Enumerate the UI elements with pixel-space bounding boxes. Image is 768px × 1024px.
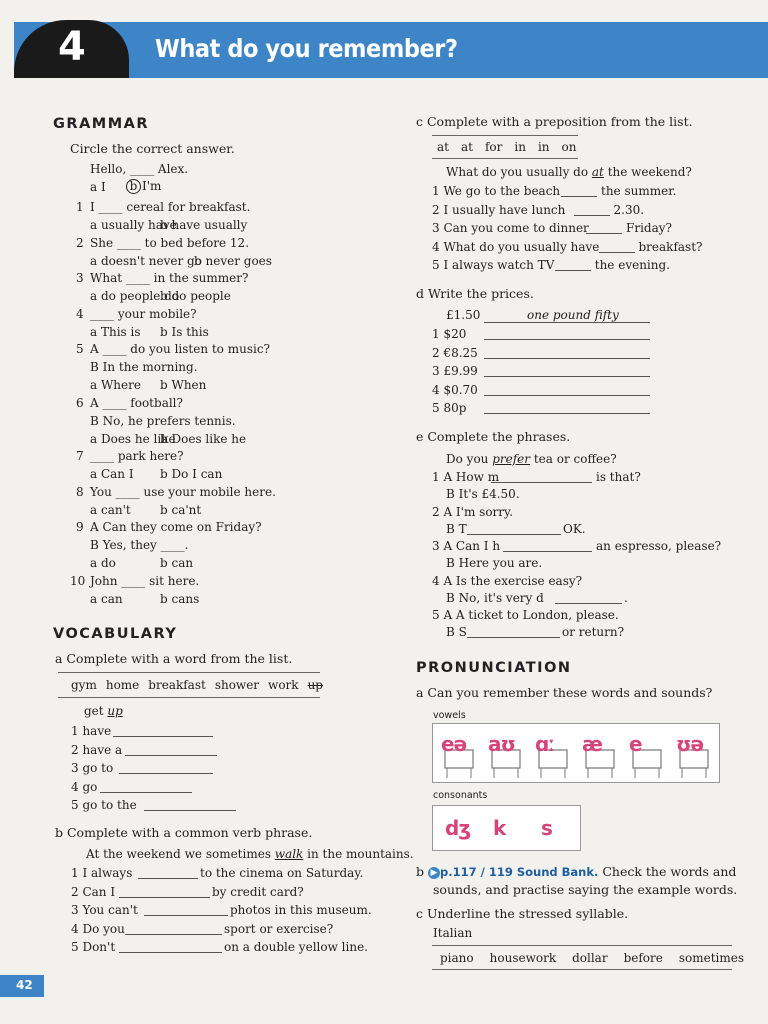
grammar-option-a[interactable]: a can — [90, 591, 123, 606]
section-e-line-b-end: or return? — [562, 625, 625, 639]
vocab-a-item: 2 have a — [71, 742, 123, 757]
vowel-sound-pictures — [432, 723, 720, 783]
vocab-b-instruction: b Complete with a common verb phrase. — [55, 825, 313, 840]
vowel-symbol: ɑː — [535, 732, 555, 756]
stress-word[interactable]: housework — [489, 951, 557, 965]
vocab-a-example: get up — [84, 704, 123, 718]
section-d-item: 3 £9.99 — [432, 364, 478, 378]
vocab-a-item: 3 go to — [71, 761, 114, 775]
tourist-icon — [672, 726, 716, 780]
grammar-question-reply: B No, he prefers tennis. — [90, 413, 236, 428]
pronunciation-a-instruction: a Can you remember these words and sounds? — [416, 685, 713, 700]
grammar-option-b[interactable]: b Do I can — [160, 467, 223, 481]
question-number: 9 — [76, 520, 84, 534]
grammar-question-reply: B Yes, they ____. — [90, 538, 189, 552]
consonants-label: consonants — [433, 790, 488, 801]
grammar-question: You ____ use your mobile here. — [90, 484, 276, 499]
grammar-instruction: Circle the correct answer. — [70, 141, 235, 156]
vowels-label: vowels — [433, 710, 466, 721]
section-d-answer-line[interactable] — [484, 339, 650, 340]
section-c-answer-line[interactable] — [574, 215, 610, 216]
section-c-instruction: c Complete with a preposition from the list. — [416, 114, 693, 129]
section-d-item: 1 $20 — [432, 327, 467, 341]
section-e-line-b-end: . — [624, 590, 628, 605]
section-e-line-b: B S — [446, 625, 467, 639]
grammar-option-a[interactable]: a Where — [90, 378, 141, 392]
vocab-b-answer-line[interactable] — [119, 897, 210, 898]
prep-box-top — [432, 135, 578, 136]
grammar-question: John ____ sit here. — [90, 573, 200, 588]
vocab-word: home — [105, 678, 140, 692]
section-e-line-a: 3 A Can I h — [432, 539, 501, 553]
question-number: 4 — [76, 306, 84, 321]
vocab-word: up — [307, 678, 323, 692]
section-e-line-a: 5 A A ticket to London, please. — [432, 608, 619, 622]
computer-icon — [625, 726, 669, 780]
question-number: 5 — [76, 342, 84, 356]
vocab-word-list — [71, 678, 332, 692]
question-number: 3 — [76, 271, 84, 285]
vocab-word: gym — [71, 678, 97, 692]
grammar-option-b[interactable]: b Is this — [160, 324, 209, 339]
preposition-word: in — [514, 140, 526, 154]
vowel-symbol: e — [629, 732, 642, 756]
preposition-word: at — [460, 140, 473, 154]
vocab-a-answer-line[interactable] — [144, 810, 236, 811]
question-number: 2 — [76, 235, 84, 250]
owl-icon — [484, 726, 528, 780]
section-e-line-b: B T — [446, 521, 467, 536]
vocab-b-item: 1 I always — [71, 866, 133, 880]
stress-word[interactable]: dollar — [572, 951, 608, 965]
grammar-question: She ____ to bed before 12. — [90, 235, 250, 250]
sound-bank-link[interactable]: p.117 / 119 Sound Bank. — [440, 865, 599, 879]
vocab-word: breakfast — [148, 678, 206, 692]
vocab-b-item-end: to the cinema on Saturday. — [200, 866, 364, 880]
vocab-a-answer-line[interactable] — [113, 736, 213, 737]
unit-number: 4 — [58, 24, 86, 70]
section-c-item: 3 Can you come to dinner — [432, 221, 589, 235]
vocab-b-answer-line[interactable] — [125, 934, 222, 935]
vocab-a-item: 4 go — [71, 779, 98, 794]
vocab-a-answer-line[interactable] — [119, 773, 213, 774]
page-number: 42 — [16, 978, 33, 992]
section-c-item-end: the evening. — [594, 258, 670, 272]
vocab-b-answer-line[interactable] — [144, 915, 228, 916]
chair-icon — [437, 726, 481, 780]
grammar-heading: GRAMMAR — [53, 116, 150, 132]
section-e-line-b: B It's £4.50. — [446, 487, 520, 501]
vocab-a-item: 1 have — [71, 724, 112, 738]
vocab-word: work — [268, 678, 299, 692]
vocab-a-answer-line[interactable] — [125, 755, 217, 756]
section-e-line-b: B Here you are. — [446, 556, 543, 570]
jellyfish-icon — [437, 808, 481, 848]
grammar-option-b[interactable]: b can — [160, 556, 194, 570]
snake-icon — [533, 808, 577, 848]
question-number: 6 — [76, 395, 84, 410]
vocab-b-item: 3 You can't — [71, 903, 138, 917]
section-e-line-a: 4 A Is the exercise easy? — [432, 573, 583, 588]
vocab-b-answer-line[interactable] — [119, 952, 222, 953]
section-c-item: 1 We go to the beach — [432, 184, 561, 198]
question-number: 10 — [70, 573, 86, 588]
pronunciation-b-line1: b ▶ p.117 / 119 Sound Bank. Check the words and — [416, 864, 737, 879]
cat-icon — [578, 726, 622, 780]
section-e-line-a-end: an espresso, please? — [596, 539, 722, 553]
stress-box-top — [432, 945, 732, 946]
word-box-bottom — [58, 697, 320, 698]
section-e-line-b: B No, it's very d — [446, 590, 544, 605]
grammar-option-b[interactable]: b do people — [160, 289, 231, 303]
vocab-b-example: At the weekend we sometimes walk in the mountains. — [86, 847, 414, 861]
grammar-option-b[interactable]: b have usually — [160, 218, 248, 232]
pronunciation-b-line2: sounds, and practise saying the example words. — [433, 882, 738, 897]
vocab-a-item: 5 go to the — [71, 798, 137, 812]
pronunciation-c-example: Italian — [433, 926, 473, 940]
grammar-option-b[interactable]: b When — [160, 378, 207, 392]
section-e-line-a-end: is that? — [596, 470, 641, 484]
prep-box-bottom — [432, 158, 578, 159]
section-c-item: 2 I usually have lunch — [432, 202, 566, 217]
vocab-b-item: 4 Do you — [71, 921, 125, 936]
section-c-item-end: breakfast? — [638, 239, 703, 254]
preposition-word: in — [537, 140, 550, 154]
vowel-symbol: ʊə — [676, 732, 704, 756]
key-icon — [485, 808, 529, 848]
grammar-option-b[interactable]: b Does like he — [160, 431, 247, 446]
section-d-item: 4 $0.70 — [432, 382, 478, 397]
grammar-question: I ____ cereal for breakfast. — [90, 200, 251, 214]
grammar-option-a[interactable]: a usually have — [90, 218, 177, 232]
section-e-example: Do you prefer tea or coffee? — [446, 452, 617, 466]
section-e-answer-line[interactable] — [491, 482, 592, 483]
section-c-item-end: the summer. — [601, 184, 677, 198]
grammar-question: What ____ in the summer? — [90, 271, 249, 285]
question-number: 7 — [76, 449, 84, 463]
vocab-b-item: 5 Don't — [71, 940, 116, 954]
consonant-symbol: s — [541, 816, 552, 840]
section-c-answer-line[interactable] — [586, 233, 622, 234]
section-c-answer-line[interactable] — [561, 196, 597, 197]
answer-line — [484, 322, 650, 323]
section-e-instruction: e Complete the phrases. — [416, 429, 571, 444]
page-number-tab — [0, 975, 44, 997]
vocab-b-answer-line[interactable] — [138, 878, 198, 879]
vocab-b-item-end: photos in this museum. — [230, 903, 372, 917]
section-d-answer-line[interactable] — [484, 395, 650, 396]
vocab-word: shower — [214, 678, 260, 692]
section-c-answer-line[interactable] — [599, 252, 635, 253]
grammar-option-a[interactable]: a do — [90, 556, 116, 570]
grammar-option-a[interactable]: a can't — [90, 502, 131, 517]
section-c-item: 5 I always watch TV — [432, 258, 555, 272]
section-e-answer-line[interactable] — [555, 603, 622, 604]
preposition-word-list — [437, 140, 588, 154]
preposition-word: on — [561, 140, 577, 154]
section-d-example-price: £1.50 — [446, 308, 481, 322]
grammar-example-option-b[interactable] — [126, 179, 161, 194]
vowel-symbol: æ — [582, 732, 602, 756]
answer-circle: b — [126, 179, 141, 194]
vocab-b-item-end: by credit card? — [212, 884, 304, 899]
preposition-word: at — [437, 140, 449, 154]
vocabulary-heading: VOCABULARY — [53, 626, 178, 642]
grammar-option-b[interactable]: b never goes — [194, 253, 272, 268]
vocab-b-item-end: sport or exercise? — [224, 921, 334, 936]
car-icon — [531, 726, 575, 780]
section-d-item: 5 80p — [432, 401, 467, 415]
pronunciation-c-instruction: c Underline the stressed syllable. — [416, 906, 629, 921]
section-d-item: 2 €8.25 — [432, 345, 478, 360]
consonant-symbol: k — [493, 816, 506, 840]
section-d-answer-line[interactable] — [484, 358, 650, 359]
vocab-b-item-end: on a double yellow line. — [224, 940, 368, 954]
grammar-question-reply: B In the morning. — [90, 360, 198, 374]
section-d-answer-line[interactable] — [484, 413, 650, 414]
stress-word-list — [440, 951, 760, 965]
stress-box-bottom — [432, 969, 732, 970]
grammar-option-b[interactable]: b ca'nt — [160, 502, 202, 517]
grammar-option-a[interactable]: a Does he like — [90, 431, 176, 446]
grammar-option-a[interactable]: a do people do — [90, 289, 180, 303]
grammar-option-b[interactable]: b cans — [160, 591, 200, 606]
grammar-question: A ____ do you listen to music? — [90, 342, 270, 356]
grammar-option-a[interactable]: a This is — [90, 324, 141, 339]
section-e-line-b-end: OK. — [563, 521, 586, 536]
section-c-item-end: Friday? — [626, 221, 672, 235]
grammar-question: A Can they come on Friday? — [90, 520, 262, 534]
section-c-example: What do you usually do at the weekend? — [446, 165, 692, 179]
section-d-answer-line[interactable] — [484, 376, 650, 377]
section-e-answer-line[interactable] — [467, 534, 561, 535]
vowel-symbol: aʊ — [488, 732, 515, 756]
vocab-a-instruction: a Complete with a word from the list. — [55, 651, 293, 666]
section-d-instruction: d Write the prices. — [416, 286, 534, 301]
consonant-sound-pictures — [432, 805, 581, 851]
section-d-example-answer: one pound fifty — [527, 308, 619, 322]
preposition-word: for — [484, 140, 503, 154]
question-number: 8 — [76, 484, 84, 499]
grammar-question: ____ your mobile? — [90, 306, 197, 321]
section-e-line-a: 2 A I'm sorry. — [432, 504, 514, 519]
section-e-answer-line[interactable] — [503, 551, 592, 552]
consonant-symbol: dʒ — [445, 816, 471, 840]
section-c-answer-line[interactable] — [555, 270, 591, 271]
vocab-b-item: 2 Can I — [71, 884, 116, 899]
grammar-question: A ____ football? — [90, 395, 183, 410]
vocab-a-answer-line[interactable] — [100, 792, 192, 793]
arrow-circle-icon: ▶ — [428, 867, 440, 879]
option-text: I'm — [142, 179, 162, 193]
pronunciation-heading: PRONUNCIATION — [416, 660, 572, 676]
grammar-option-a[interactable]: a Can I — [90, 467, 134, 481]
question-number: 1 — [76, 200, 84, 214]
grammar-example-option-a: a I — [90, 180, 106, 194]
stress-word[interactable]: sometimes — [678, 951, 745, 965]
unit-title: What do you remember? — [155, 34, 458, 63]
grammar-example-prompt: Hello, ____ Alex. — [90, 162, 189, 176]
section-e-answer-line[interactable] — [467, 637, 560, 638]
section-c-item: 4 What do you usually have — [432, 239, 600, 254]
section-e-line-a: 1 A How m — [432, 470, 500, 484]
stress-word[interactable]: before — [623, 951, 663, 965]
vowel-symbol: eə — [441, 732, 467, 756]
grammar-question: ____ park here? — [90, 449, 184, 463]
word-box-top — [58, 672, 320, 673]
grammar-option-a[interactable]: a doesn't never go — [90, 253, 202, 268]
section-c-item-end: 2.30. — [613, 202, 645, 217]
stress-word[interactable]: piano — [440, 951, 474, 965]
